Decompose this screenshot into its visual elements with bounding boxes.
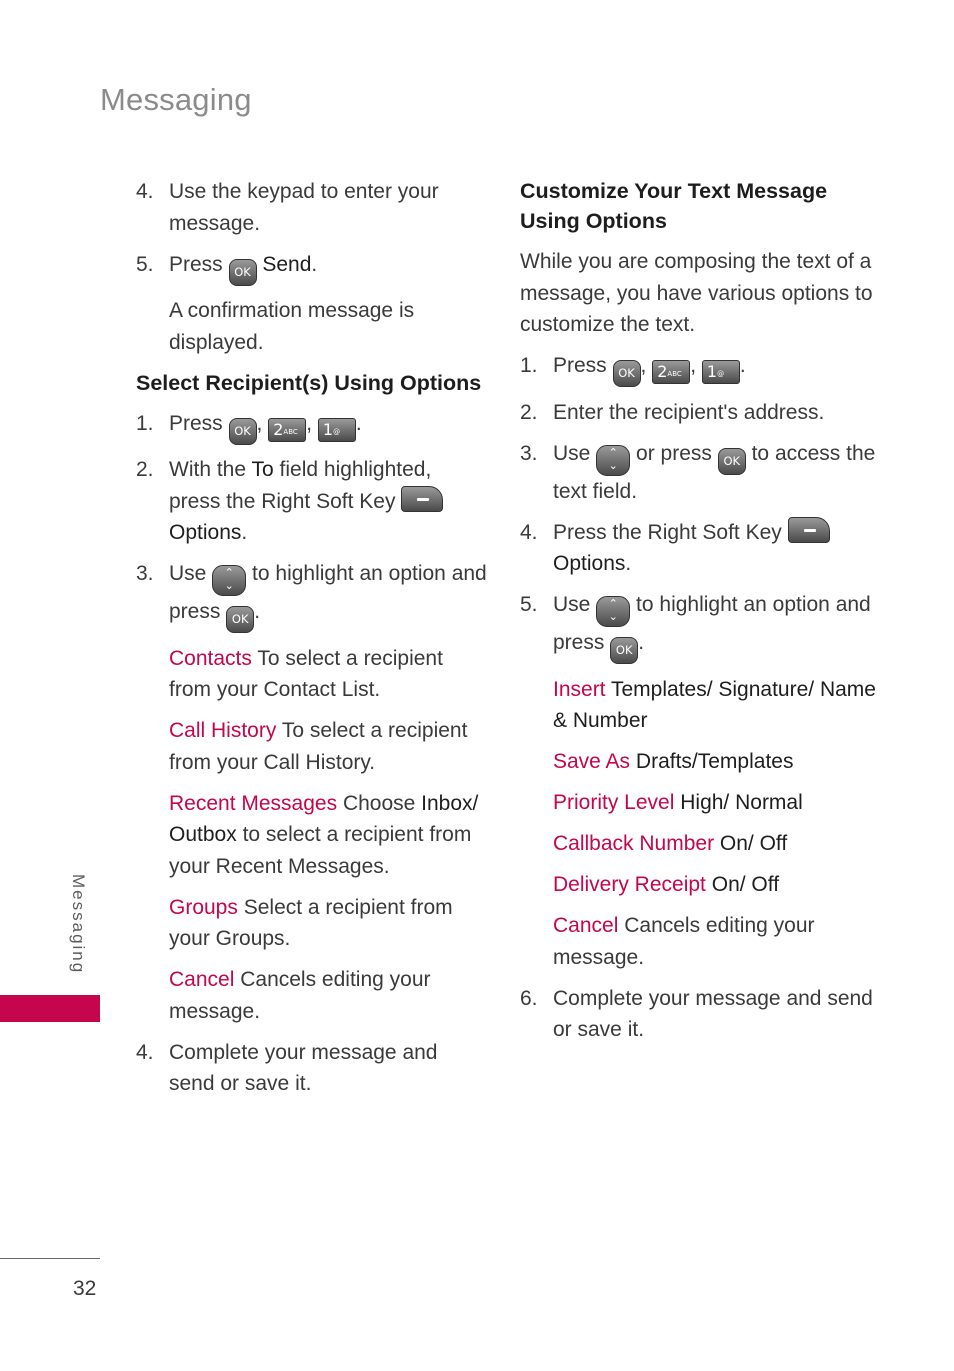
step-3-access-text <box>520 438 876 508</box>
ok-key-icon: OK <box>718 448 746 475</box>
step-1-press-keys <box>520 350 876 387</box>
option-label: Priority Level <box>553 791 675 814</box>
option-text: Cancels editing your message. <box>169 968 431 1023</box>
period: . <box>739 354 746 377</box>
step-number: 2. <box>520 400 538 424</box>
nav-down: ⌄ <box>608 458 618 472</box>
nav-down: ⌄ <box>224 579 234 592</box>
nav-up: ⌃ <box>608 445 618 459</box>
key-digit: 1 <box>706 362 718 381</box>
send-label: Send <box>262 252 312 276</box>
option-recent-messages <box>136 788 488 883</box>
key-digit: 2 <box>273 419 284 439</box>
step-text: Enter the recipient's address. <box>553 400 825 424</box>
section-tab-marker <box>0 995 100 1022</box>
option-callback-number <box>520 828 876 860</box>
option-label: Contacts <box>169 646 252 670</box>
option-text: Cancels editing your message. <box>553 914 815 969</box>
step-text: Use the keypad to enter your message. <box>169 180 439 235</box>
step-5-highlight-option <box>520 589 876 664</box>
option-cancel <box>520 910 876 973</box>
left-column <box>136 176 488 1109</box>
option-text: Select a recipient from your Groups. <box>169 895 453 950</box>
punctuation: . <box>625 552 632 575</box>
footer-divider <box>0 1258 100 1259</box>
key-2-abc-icon <box>652 360 690 384</box>
option-value: On/ Off <box>719 832 788 855</box>
step-text: With the <box>169 458 247 481</box>
step-number: 1. <box>136 411 154 435</box>
punctuation: . <box>311 252 318 276</box>
step-1-press-keys <box>136 408 488 445</box>
option-text: Choose <box>342 791 416 815</box>
punctuation: . <box>638 631 645 654</box>
nav-key-icon <box>596 445 630 476</box>
page-number: 32 <box>73 1277 97 1300</box>
option-text: To select a recipient from your Call History. <box>169 719 468 774</box>
page-title: Messaging <box>100 82 252 117</box>
step-number: 4. <box>136 1040 154 1064</box>
step-text: to highlight an option and press <box>169 562 487 623</box>
option-label: Callback Number <box>553 832 715 855</box>
option-save-as <box>520 746 876 778</box>
ok-key-icon: OK <box>229 418 257 445</box>
comma: , <box>306 411 313 435</box>
step-number: 3. <box>136 562 154 585</box>
confirmation-note: A confirmation message is displayed. <box>169 299 415 354</box>
option-label: Cancel <box>169 968 235 991</box>
step-4-enter-message <box>136 176 488 239</box>
step-text: or press <box>636 441 712 465</box>
step-text: Use <box>553 441 591 465</box>
step-text: to highlight an option and press <box>553 593 871 654</box>
punctuation: . <box>254 600 261 623</box>
step-text: field highlighted, press the Right Soft Key <box>169 458 432 513</box>
option-insert <box>520 674 876 737</box>
option-value: High/ Normal <box>680 791 803 814</box>
step-text: Complete your message and send or save it. <box>169 1040 438 1095</box>
option-text: To select a recipient from your Contact List. <box>169 646 443 701</box>
key-letters: ABC <box>283 427 298 436</box>
right-soft-key-icon <box>401 486 443 512</box>
option-label: Recent Messages <box>169 791 338 815</box>
step-text: to access the text field. <box>553 441 876 503</box>
key-digit: 2 <box>657 362 668 381</box>
side-section-label: Messaging <box>69 874 88 975</box>
nav-up: ⌃ <box>608 597 618 610</box>
key-letters: ABC <box>667 370 682 378</box>
step-number: 2. <box>136 458 154 481</box>
nav-key-icon <box>212 565 246 596</box>
option-label: Call History <box>169 719 277 742</box>
step-text: Press <box>169 411 223 435</box>
intro-paragraph: While you are composing the text of a message, you have various options to customize the text. <box>520 250 873 336</box>
options-label: Options <box>169 521 242 544</box>
nav-up: ⌃ <box>224 566 234 579</box>
right-soft-key-icon <box>788 517 830 543</box>
option-value: Templates/ Signature/ Name & Number <box>553 677 876 732</box>
key-symbol: @ <box>717 370 725 378</box>
step-2-right-soft-key <box>136 454 488 549</box>
step-text: Press <box>553 354 607 377</box>
step-text: Complete your message and send or save it. <box>553 986 873 1041</box>
step-number: 6. <box>520 986 538 1010</box>
option-delivery-receipt <box>520 869 876 901</box>
step-text: Use <box>169 562 207 585</box>
nav-key-icon <box>596 596 630 627</box>
to-field-label: To <box>251 458 274 481</box>
ok-key-icon: OK <box>613 360 641 387</box>
comma: , <box>690 354 697 377</box>
option-label: Save As <box>553 750 631 773</box>
step-number: 5. <box>520 593 538 616</box>
period: . <box>355 411 362 435</box>
ok-key-icon: OK <box>229 259 257 286</box>
option-groups <box>136 892 488 955</box>
option-priority-level <box>520 787 876 819</box>
option-bold: Inbox/ Outbox <box>169 791 479 846</box>
step-text: Use <box>553 593 591 616</box>
step-number: 5. <box>136 252 154 276</box>
option-cancel <box>136 964 488 1027</box>
option-label: Groups <box>169 895 238 919</box>
key-digit: 1 <box>322 419 334 439</box>
comma: , <box>640 354 647 377</box>
key-1-voicemail-icon <box>318 418 356 442</box>
step-5-press-send <box>136 249 488 286</box>
ok-key-icon: OK <box>226 606 254 633</box>
comma: , <box>256 411 263 435</box>
key-1-voicemail-icon <box>702 360 740 384</box>
step-4-complete-message <box>136 1037 488 1100</box>
step-2-enter-address <box>520 397 876 429</box>
nav-down: ⌄ <box>608 610 618 623</box>
ok-key-icon: OK <box>610 637 638 664</box>
section-heading-select-recipients: Select Recipient(s) Using Options <box>136 370 482 395</box>
option-label: Delivery Receipt <box>553 873 706 896</box>
option-text: to select a recipient from your Recent Messages. <box>169 823 472 878</box>
step-number: 4. <box>520 520 538 544</box>
step-number: 4. <box>136 180 154 203</box>
section-heading-customize-text: Customize Your Text Message Using Options <box>520 179 828 233</box>
step-text: Press the Right Soft Key <box>553 520 782 544</box>
option-call-history <box>136 715 488 778</box>
options-label: Options <box>553 552 626 575</box>
step-number: 1. <box>520 354 538 377</box>
option-label: Cancel <box>553 914 619 937</box>
option-contacts <box>136 643 488 706</box>
key-2-abc-icon <box>268 418 306 442</box>
punctuation: . <box>241 521 248 544</box>
option-value: Drafts/Templates <box>635 750 794 773</box>
step-3-highlight-option <box>136 558 488 633</box>
option-value: On/ Off <box>711 873 780 896</box>
option-label: Insert <box>553 677 606 701</box>
key-symbol: @ <box>333 427 341 436</box>
step-number: 3. <box>520 441 538 465</box>
right-column <box>520 176 876 1055</box>
step-4-right-soft-key <box>520 517 876 580</box>
step-text: Press <box>169 252 223 276</box>
step-6-complete-message <box>520 983 876 1046</box>
